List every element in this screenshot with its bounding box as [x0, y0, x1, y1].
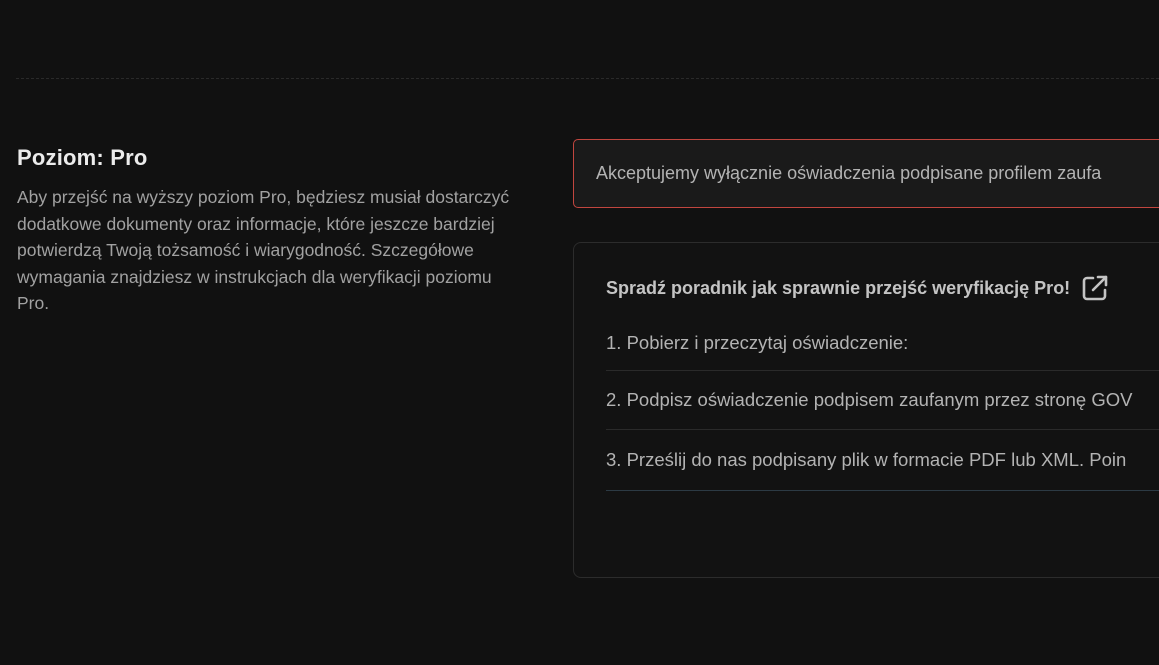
- pro-level-description: Aby przejść na wyższy poziom Pro, będziesz musiał dostarczyć dodatkowe dokumenty oraz informacje, które jeszcze bardziej potwierdzą Twoją tożsamość i wiarygodność. Szczegółowe wymagania znajdziesz w instrukcjach dla weryfikacji poziomu Pro.: [17, 187, 510, 313]
- notice-text: Akceptujemy wyłącznie oświadczenia podpisane profilem zaufa: [596, 163, 1102, 183]
- step-2: [606, 371, 1159, 430]
- steps-list: [606, 315, 1159, 491]
- step-1-label: 1. Pobierz i przeczytaj oświadczenie:: [606, 331, 909, 353]
- step-3-label: 3. Prześlij do nas podpisany plik w formacie PDF lub XML. Poin: [606, 449, 1127, 470]
- pro-level-info: [17, 144, 527, 317]
- guide-link-text[interactable]: Spradź poradnik jak sprawnie przejść weryfikację Pro!: [606, 277, 1071, 298]
- step-2-label: 2. Podpisz oświadczenie podpisem zaufanym przez stronę GOV: [606, 389, 1133, 410]
- step-3: [606, 430, 1159, 491]
- notice-banner: [573, 139, 1159, 208]
- pro-level-title: Poziom: Pro: [17, 145, 148, 170]
- external-link-icon[interactable]: [1080, 273, 1110, 303]
- verification-steps-card: [573, 242, 1159, 578]
- step-1: [606, 315, 1159, 371]
- section-divider: [16, 78, 1159, 79]
- guide-link[interactable]: [606, 273, 1110, 303]
